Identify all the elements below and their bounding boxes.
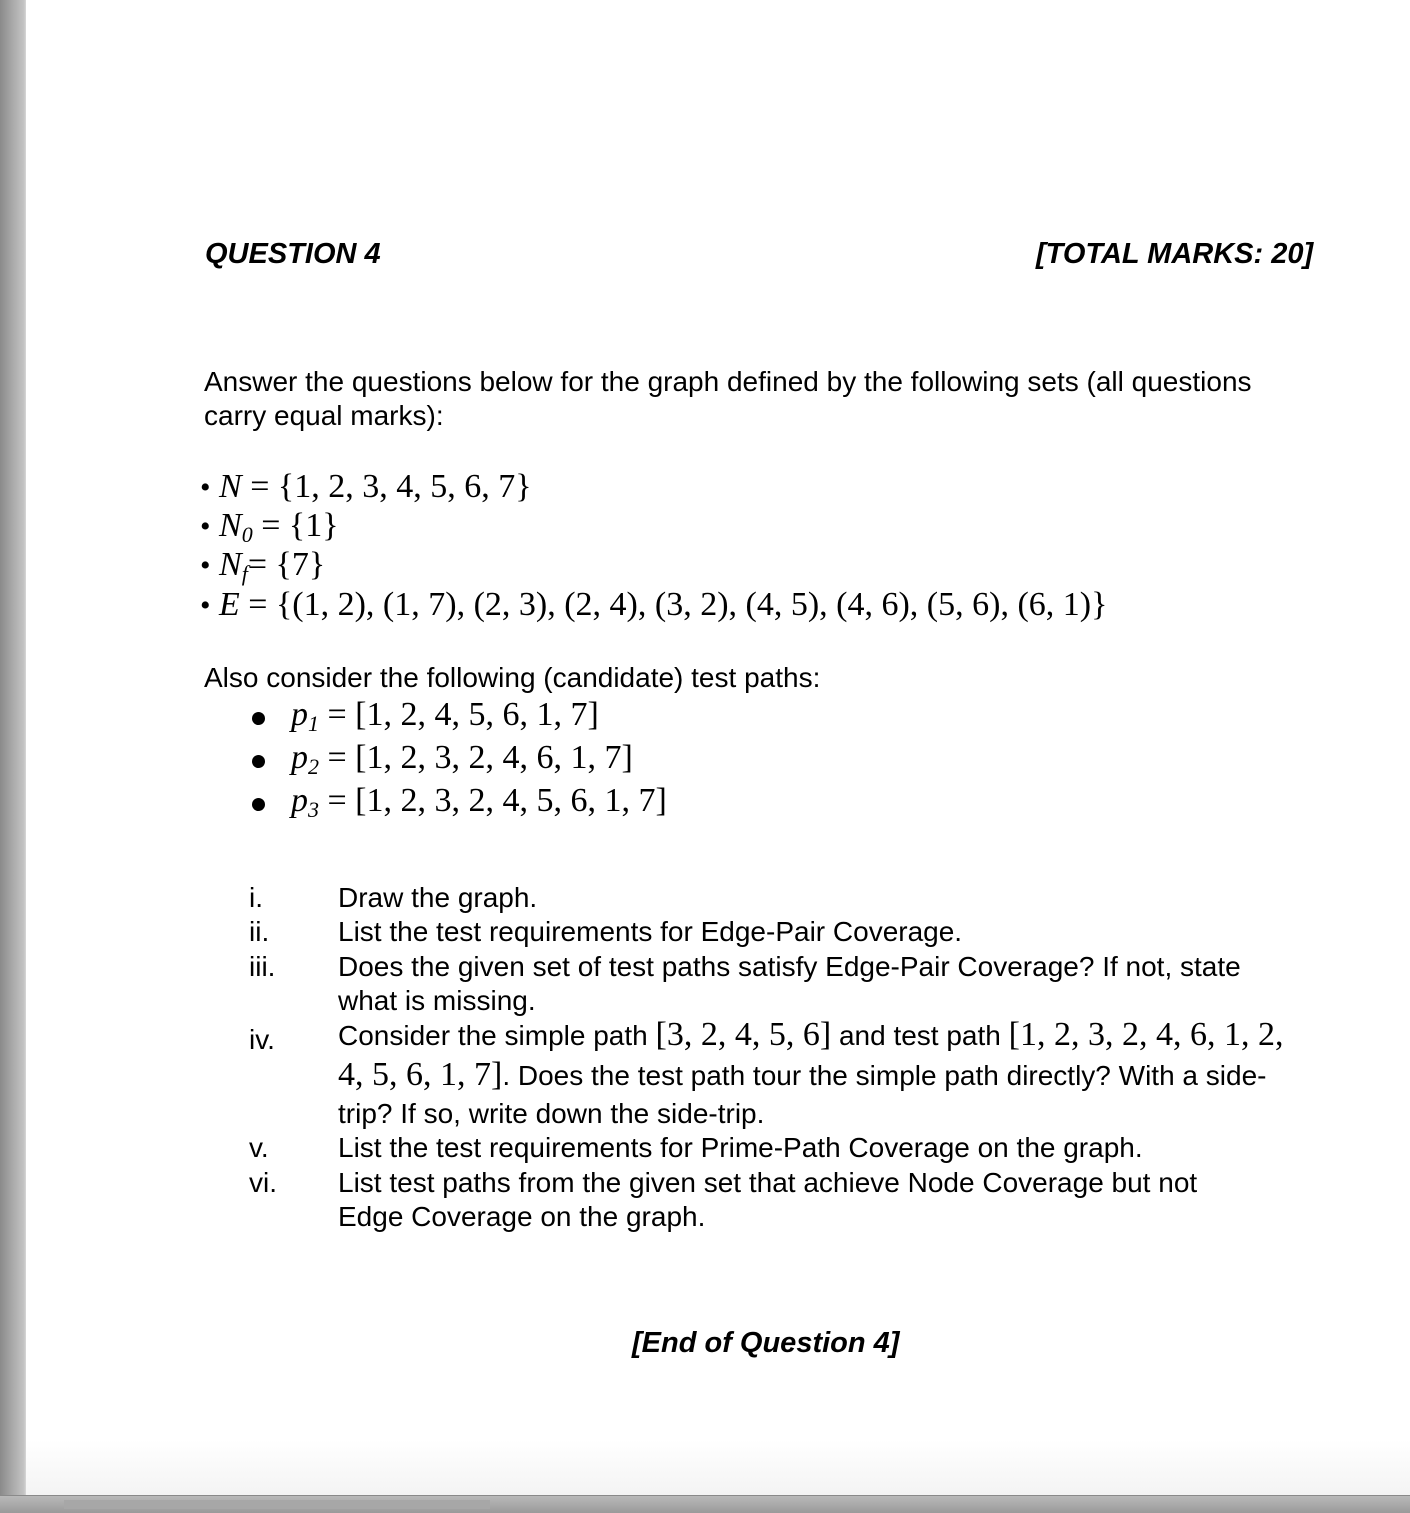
q-text-iv-2: 4, 5, 6, 1, 7]. Does the test path tour the simple path directly? With a side- [338, 1056, 1267, 1093]
bullet [252, 798, 265, 816]
set-n: • N = {1, 2, 3, 4, 5, 6, 7} [200, 468, 532, 505]
set-n0: • $N_0 = \{1\}$ [200, 507, 339, 547]
q-text-v: List the test requirements for Prime-Path Coverage on the graph. [338, 1132, 1143, 1163]
q-text-iv-1: Consider the simple path [3, 2, 4, 5, 6] and test path [1, 2, 3, 2, 4, 6, 1, 2, [338, 1016, 1284, 1053]
q-text-i: Draw the graph. [338, 882, 538, 913]
path-p1: $p_1 = [1$, 2, 4, 5, 6, 1, 7] [291, 696, 599, 736]
q-num-i: i. [249, 882, 263, 913]
q-text-ii: List the test requirements for Edge-Pair Coverage. [338, 916, 963, 947]
set-nf: • $N_f= \{7\}$ [200, 546, 326, 586]
q-text-iii-2: what is missing. [338, 985, 536, 1016]
q-num-iii: iii. [249, 951, 276, 982]
total-marks: [TOTAL MARKS: 20] [1036, 238, 1314, 270]
q-num-vi: vi. [249, 1167, 277, 1198]
intro-line-2: carry equal marks): [204, 400, 444, 431]
end-of-question: [End of Question 4] [632, 1327, 900, 1359]
q-num-ii: ii. [249, 916, 270, 947]
path-p3: $p_3 = [1$, 2, 3, 2, 4, 5, 6, 1, 7] [291, 782, 667, 822]
paths-intro: Also consider the following (candidate) test paths: [204, 662, 821, 693]
set-e: • E = {(1, 2), (1, 7), (2, 3), (2, 4), (3, 2), (4, 5), (4, 6), (5, 6), (6, 1)} [200, 586, 1108, 623]
question-title: QUESTION 4 [205, 238, 381, 270]
bullet [252, 712, 265, 730]
scrollbar-thumb[interactable] [64, 1500, 490, 1509]
viewer-left-edge [0, 0, 26, 1512]
bullet [252, 755, 265, 773]
path-p2: $p_2 = [1$, 2, 3, 2, 4, 6, 1, 7] [291, 739, 633, 779]
q-text-iii-1: Does the given set of test paths satisfy Edge-Pair Coverage? If not, state [338, 951, 1241, 982]
q-num-v: v. [249, 1132, 269, 1163]
viewer-bottom-scrollbar[interactable] [0, 1495, 1410, 1513]
document-page [26, 0, 1410, 1495]
intro-line-1: Answer the questions below for the graph defined by the following sets (all questions [204, 366, 1252, 397]
q-text-iv-3: trip? If so, write down the side-trip. [338, 1098, 765, 1129]
q-num-iv: iv. [249, 1024, 275, 1055]
q-text-vi-1: List test paths from the given set that achieve Node Coverage but not [338, 1167, 1198, 1198]
q-text-vi-2: Edge Coverage on the graph. [338, 1201, 706, 1232]
